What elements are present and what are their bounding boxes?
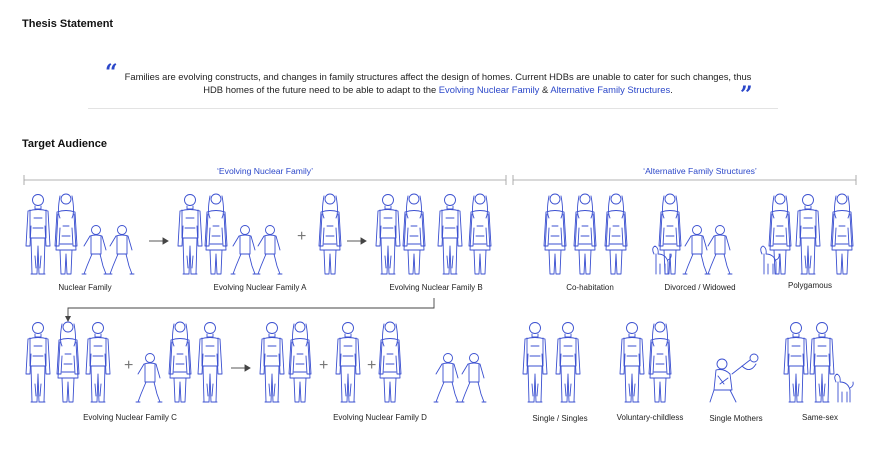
- group-label-evolving: ‘Evolving Nuclear Family’: [217, 166, 313, 176]
- caption-evolving-a: Evolving Nuclear Family A: [213, 283, 307, 292]
- target-audience-heading: Target Audience: [22, 138, 107, 150]
- plus-sign-c: +: [124, 357, 134, 374]
- caption-single-singles: Single / Singles: [532, 414, 588, 423]
- caption-divorced-widowed: Divorced / Widowed: [664, 283, 736, 292]
- thesis-ending: .: [670, 84, 673, 95]
- caption-single-mothers: Single Mothers: [709, 414, 763, 423]
- caption-evolving-b: Evolving Nuclear Family B: [389, 283, 483, 292]
- caption-nuclear-family: Nuclear Family: [58, 283, 112, 292]
- group-label-alternative: ‘Alternative Family Structures’: [643, 166, 757, 176]
- caption-cohabitation: Co-habitation: [566, 283, 614, 292]
- caption-same-sex: Same-sex: [801, 413, 838, 422]
- plus-sign-d1: +: [319, 357, 329, 374]
- close-quote-icon: ”: [740, 82, 753, 108]
- open-quote-icon: “: [105, 60, 118, 86]
- plus-sign-d2: +: [367, 357, 377, 374]
- thesis-text-part1: Families are evolving constructs, and changes in family structures affect the design of homes. Current HDBs are unable to cater for such changes, thus HDB homes of the future need to be able to adapt to the: [124, 71, 752, 95]
- plus-sign-a: +: [297, 228, 307, 245]
- thesis-heading: Thesis Statement: [22, 18, 114, 30]
- caption-evolving-d: Evolving Nuclear Family D: [333, 413, 427, 422]
- caption-evolving-c: Evolving Nuclear Family C: [83, 413, 177, 422]
- caption-polygamous: Polygamous: [787, 281, 833, 290]
- highlight-alternative: Alternative Family Structures: [550, 84, 671, 95]
- caption-voluntary-childless: Voluntary-childless: [616, 413, 684, 422]
- highlight-evolving: Evolving Nuclear Family: [438, 84, 540, 95]
- thesis-joiner: &: [539, 84, 551, 95]
